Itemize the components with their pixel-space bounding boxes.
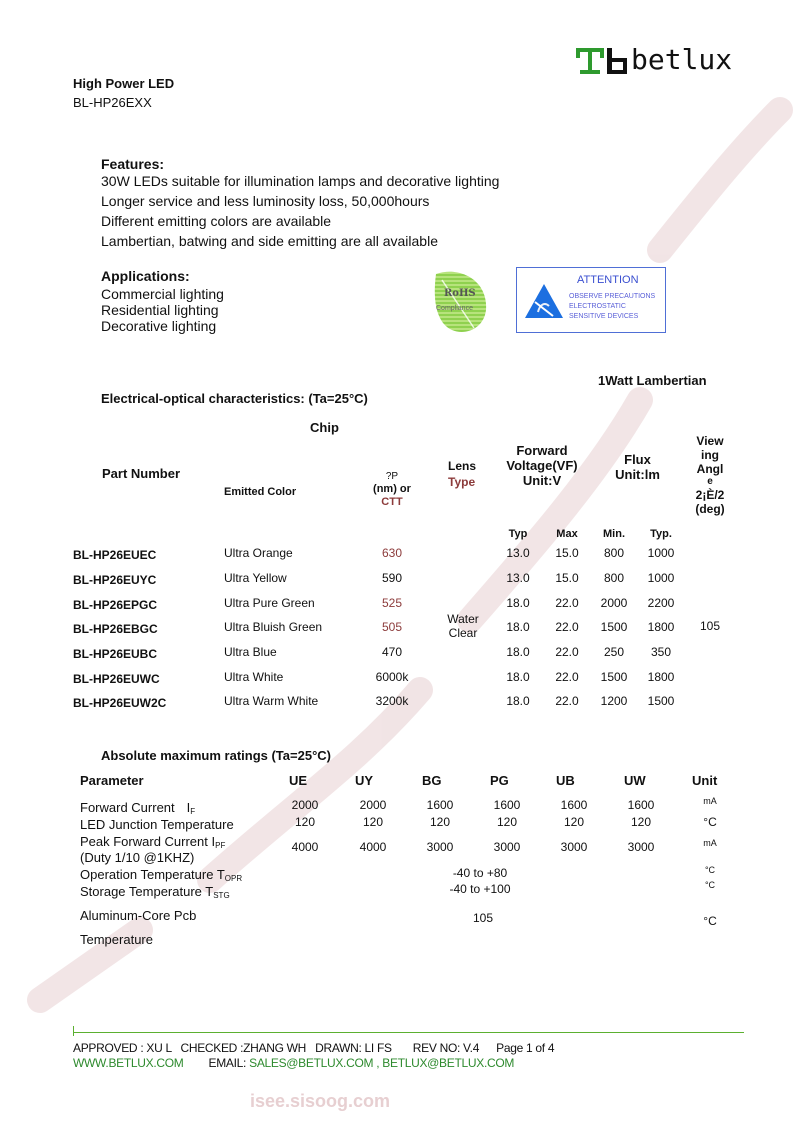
abs-operation-unit: °C [704,865,716,875]
abs-cell-value: 2000 [359,798,387,812]
cell-vf-max: 15.0 [555,546,579,560]
lens-type-line: Clear [448,626,478,640]
abs-param-operation-text: Operation Temperature T [80,867,225,882]
abs-col-header: UY [355,773,374,788]
lambertian-subtitle: 1Watt Lambertian [598,373,707,388]
abs-col-header: UB [556,773,575,788]
abs-col-header: Parameter [80,773,144,788]
header-angle-line: View [696,434,724,448]
footer-email-label: EMAIL: [208,1056,247,1070]
cell-flux-typ: 1000 [647,546,675,560]
cell-wl: 590 [381,571,403,585]
abs-cell-value: 3000 [560,840,588,854]
header-viewing-angle [688,434,732,516]
abs-cell-unit: mA [703,796,717,806]
cell-vf-typ: 18.0 [506,694,530,708]
abs-cell-value: 2000 [291,798,319,812]
abs-param-storage [80,884,230,900]
header-emitted-color: Emitted Color [224,486,297,498]
feature-item: Different emitting colors are available [101,213,332,229]
abs-cell-value: 1600 [627,798,655,812]
cell-flux-min: 2000 [600,596,628,610]
cell-vf-max: 15.0 [555,571,579,585]
cell-color: Ultra Blue [224,645,277,659]
abs-cell-value: 120 [563,815,585,829]
abs-col-header: UW [624,773,646,788]
header-flux-line: Unit:lm [615,467,660,482]
cell-flux-typ: 2200 [647,596,675,610]
footer-contact-line [73,1056,514,1070]
cell-vf-max: 22.0 [555,596,579,610]
abs-param-text: Peak Forward Current I [80,834,216,849]
cell-vf-typ: 18.0 [506,645,530,659]
abs-cell-value: 4000 [291,840,319,854]
subheader-vf-max: Max [556,528,578,540]
application-item: Commercial lighting [101,286,224,302]
cell-vf-max: 22.0 [555,694,579,708]
cell-flux-typ: 1000 [647,571,675,585]
lens-type-value [438,612,488,640]
header-wavelength-line: ?P [385,471,399,482]
header-flux [600,452,675,482]
cell-vf-typ: 13.0 [506,546,530,560]
cell-flux-min: 800 [603,571,625,585]
header-vf-line: Unit:V [522,473,562,488]
abs-cell-value: 3000 [493,840,521,854]
abs-param-subscript: F [190,807,196,816]
abs-cell-value: 1600 [426,798,454,812]
product-title: High Power LED [73,76,175,91]
cell-flux-typ: 1800 [647,670,675,684]
abs-param-text: LED Junction Temperature [80,817,234,832]
absolute-heading [101,748,331,763]
cell-vf-typ: 18.0 [506,620,530,634]
cell-vf-max: 22.0 [555,670,579,684]
header-wavelength-line: CTT [381,496,403,508]
cell-flux-min: 800 [603,546,625,560]
application-item: Decorative lighting [101,318,217,334]
abs-param [80,800,195,816]
rohs-badge [430,266,490,336]
cell-wl: 525 [381,596,403,610]
cell-part: BL-HP26EUWC [73,672,160,686]
abs-cell-value: 4000 [359,840,387,854]
cell-part: BL-HP26EUW2C [73,696,167,710]
product-model: BL-HP26EXX [73,95,152,110]
lens-type-line: Water [447,612,479,626]
header-part-number: Part Number [102,466,181,481]
footer-website-link[interactable]: WWW.BETLUX.COM [73,1056,184,1070]
abs-storage-unit: °C [704,880,716,890]
abs-cell-unit: mA [703,838,717,848]
cell-wl: 470 [381,645,403,659]
cell-color: Ultra Pure Green [224,596,315,610]
leaf-icon [430,266,490,336]
header-vf-line: Voltage(VF) [506,458,578,473]
abs-cell-value: 1600 [560,798,588,812]
cell-part: BL-HP26EUBC [73,647,158,661]
esd-attention-badge [516,267,666,333]
abs-pcb-unit: °C [703,914,717,928]
header-lens-line: Lens [448,459,477,473]
betlux-logo [575,43,733,78]
abs-param-symbol: I [186,800,191,815]
feature-item: 30W LEDs suitable for illumination lamps and decorative lighting [101,173,500,189]
cell-flux-min: 1200 [600,694,628,708]
header-vf-line: Forward [516,443,568,458]
abs-param-duty: (Duty 1/10 @1KHZ) [80,850,195,865]
abs-cell-value: 120 [630,815,652,829]
cell-vf-max: 22.0 [555,620,579,634]
abs-operation-value: -40 to +80 [452,866,508,880]
feature-item: Longer service and less luminosity loss, 50,000hours [101,193,430,209]
abs-storage-value: -40 to +100 [449,882,511,896]
cell-wl: 630 [381,546,403,560]
cell-wl: 3200k [375,694,409,708]
logo-text: betlux [631,43,733,76]
cell-flux-min: 1500 [600,670,628,684]
watermark-text: isee.sisoog.com [250,1091,391,1111]
abs-cell-value: 120 [294,815,316,829]
abs-param-text: Forward Current [80,800,175,815]
abs-param [80,817,234,832]
footer-divider-tick [73,1026,74,1036]
abs-cell-value: 3000 [426,840,454,854]
abs-param-storage-sub: STG [213,891,230,900]
header-angle-line: (deg) [695,502,725,516]
footer-checked: CHECKED :ZHANG WH [180,1041,307,1055]
esd-line: SENSITIVE DEVICES [569,313,639,320]
footer-page: Page 1 of 4 [496,1041,555,1055]
cell-vf-typ: 18.0 [506,670,530,684]
cell-part: BL-HP26EUYC [73,573,157,587]
cell-wl: 505 [381,620,403,634]
header-chip: Chip [310,420,339,435]
cell-color: Ultra Bluish Green [224,620,323,634]
cell-flux-typ: 350 [650,645,672,659]
subheader-flux-typ: Typ. [650,528,672,540]
abs-col-header: BG [422,773,442,788]
abs-param-operation [80,867,242,883]
footer-drawn: DRAWN: LI FS [315,1041,392,1055]
viewing-angle-value: 105 [699,619,721,633]
cell-vf-typ: 13.0 [506,571,530,585]
header-wavelength [362,470,422,509]
abs-cell-value: 120 [362,815,384,829]
footer-approved: APPROVED : XU L [73,1041,172,1055]
applications-heading: Applications: [101,268,190,284]
footer-email-links[interactable]: SALES@BETLUX.COM , BETLUX@BETLUX.COM [249,1056,515,1070]
cell-flux-min: 250 [603,645,625,659]
footer-rev: REV NO: V.4 [412,1041,480,1055]
header-angle-line: 2¡È/2 [695,488,725,502]
esd-warning-icon [523,282,565,322]
cell-part: BL-HP26EBGC [73,622,158,636]
header-forward-voltage [494,443,590,488]
header-flux-line: Flux [624,452,651,467]
esd-line: ELECTROSTATIC [569,303,626,310]
watermark [0,1085,793,1119]
cell-flux-typ: 1800 [647,620,675,634]
cell-vf-typ: 18.0 [506,596,530,610]
cell-vf-max: 22.0 [555,645,579,659]
header-angle-line: e [707,476,713,487]
esd-line: OBSERVE PRECAUTIONS [569,293,656,300]
header-wavelength-line: (nm) or [373,483,411,495]
electrical-heading: Electrical-optical characteristics: (Ta=25°C) [101,391,368,406]
features-heading: Features: [101,156,165,172]
abs-cell-value: 1600 [493,798,521,812]
cell-color: Ultra Orange [224,546,293,560]
rohs-compliance-text: Compliance [436,305,473,312]
abs-param-storage-text: Storage Temperature T [80,884,214,899]
abs-param-subscript: PF [215,841,226,850]
cell-flux-typ: 1500 [647,694,675,708]
abs-param-operation-sub: OPR [224,874,243,883]
abs-cell-value: 120 [429,815,451,829]
cell-color: Ultra Yellow [224,571,287,585]
esd-title: ATTENTION [577,274,639,286]
abs-col-header: Unit [692,773,718,788]
logo-mark-icon [575,44,629,78]
abs-param [80,834,225,850]
header-angle-line: Angl [696,462,724,476]
abs-cell-value: 120 [496,815,518,829]
abs-pcb-value: 105 [472,911,494,925]
header-lens-line: Type [448,475,476,489]
header-lens-type [448,458,476,490]
application-item: Residential lighting [101,302,219,318]
cell-part: BL-HP26EUEC [73,548,157,562]
feature-item: Lambertian, batwing and side emitting are all available [101,233,438,249]
abs-col-header: PG [490,773,509,788]
rohs-text: RoHS [444,288,476,299]
cell-color: Ultra Warm White [224,694,319,708]
cell-wl: 6000k [375,670,409,684]
abs-col-header: UE [289,773,308,788]
cell-color: Ultra White [224,670,284,684]
cell-flux-min: 1500 [600,620,628,634]
footer-divider [73,1032,744,1033]
abs-cell-unit: °C [703,815,717,829]
abs-param-pcb-line2: Temperature [80,932,153,947]
abs-cell-value: 3000 [627,840,655,854]
absolute-heading-text: Absolute maximum ratings (Ta=25°C) [101,748,331,763]
cell-part: BL-HP26EPGC [73,598,158,612]
subheader-vf-typ: Typ [508,528,528,540]
subheader-flux-min: Min. [603,528,625,540]
header-angle-line: ing [701,448,719,462]
footer-approval-line [73,1041,554,1055]
abs-param-pcb: Aluminum-Core Pcb [80,908,197,923]
